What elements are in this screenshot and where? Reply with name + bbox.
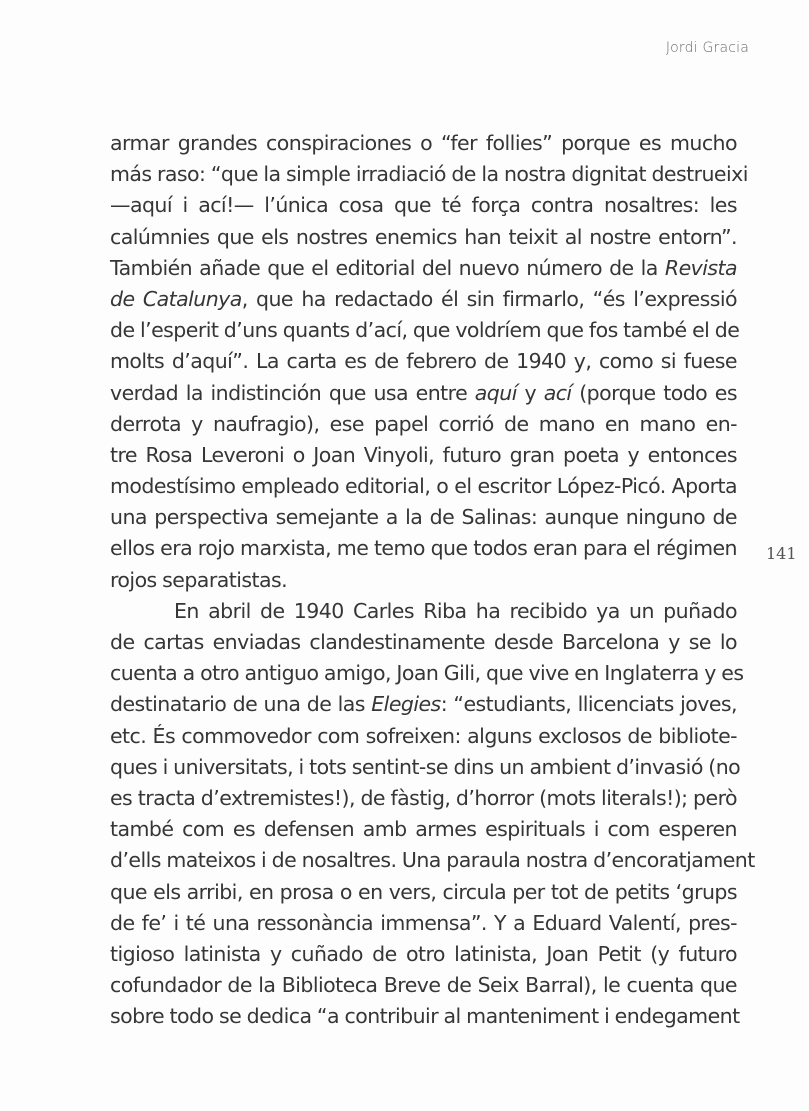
text-line: más raso: “que la simple irradiació de la nostra dignitat destrueixi: [110, 162, 748, 187]
text-run: y: [516, 380, 544, 405]
italic-title: Elegies: [371, 692, 441, 717]
paragraph-1: [110, 128, 748, 596]
text-run: (porque todo es: [571, 380, 737, 405]
text-line: ques i universitats, i tots sentint-se dins un ambient d’invasió (no: [110, 754, 741, 779]
text-line: cofundador de la Biblioteca Breve de Seix Barral), le cuenta que: [110, 973, 737, 998]
text-line: que els arribi, en prosa o en vers, circula per tot de petits ‘grups: [110, 879, 737, 904]
text-line: una perspectiva semejante a la de Salinas: aunque ninguno de: [110, 505, 737, 530]
text-line: armar grandes conspiraciones o “fer follies” porque es mucho: [110, 131, 737, 155]
text-line: d’ells mateixos i de nosaltres. Una paraula nostra d’encoratjament: [110, 848, 755, 873]
text-line: [110, 284, 737, 315]
text-line: [110, 689, 737, 720]
text-run: , que ha redactado él sin firmarlo, “és l’expressió: [241, 286, 737, 311]
text-line: tre Rosa Leveroni o Joan Vinyoli, futuro gran poeta y entonces: [110, 442, 737, 467]
text-line: calúmnies que els nostres enemics han teixit al nostre entorn”.: [110, 224, 737, 249]
italic-word: ací: [543, 380, 572, 405]
text-line: sobre todo se dedica “a contribuir al manteniment i endegament: [110, 1004, 740, 1029]
italic-title: Revista: [664, 255, 737, 280]
text-line: rojos separatistas.: [110, 567, 288, 592]
text-line: En abril de 1940 Carles Riba ha recibido ya un puñado: [174, 598, 737, 623]
running-head: Jordi Gracia: [665, 40, 749, 56]
text-run: : “estudiants, llicenciats joves,: [440, 692, 738, 717]
text-line: [110, 378, 737, 409]
text-run: También añade que el editorial del nuevo número de la: [110, 255, 665, 280]
text-line: ellos era rojo marxista, me temo que todos eran para el régimen: [110, 536, 737, 561]
text-line: modestísimo empleado editorial, o el escritor López-Picó. Aporta: [110, 474, 737, 499]
text-line: tigioso latinista y cuñado de otro latinista, Joan Petit (y futuro: [110, 941, 737, 966]
text-line: —aquí i ací!— l’única cosa que té força contra nosaltres: les: [110, 193, 737, 218]
text-line: de cartas enviadas clandestinamente desde Barcelona y se lo: [110, 630, 737, 654]
text-line: cuenta a otro antiguo amigo, Joan Gili, que vive en Inglaterra y es: [110, 661, 744, 686]
body-text: [110, 128, 755, 1032]
text-line: de l’esperit d’uns quants d’ací, que voldríem que fos també el de: [110, 318, 740, 343]
text-line: molts d’aquí”. La carta es de febrero de 1940 y, como si fuese: [110, 349, 737, 374]
text-run: verdad la indistinción que usa entre: [110, 380, 475, 405]
paragraph-2: [110, 596, 755, 1033]
text-line: etc. És commovedor com sofreixen: alguns exclosos de bibliote-: [110, 723, 737, 748]
text-line: [110, 253, 737, 284]
text-line: també com es defensen amb armes espirituals i com esperen: [110, 817, 737, 842]
text-run: destinatario de una de las: [110, 692, 372, 717]
italic-title: de Catalunya: [110, 286, 242, 311]
page-number: 141: [766, 544, 797, 563]
text-line: es tracta d’extremistes!), de fàstig, d’horror (mots literals!); però: [110, 785, 737, 810]
text-line: derrota y naufragio), ese papel corrió de mano en mano en-: [110, 411, 737, 436]
text-line: de fe’ i té una ressonància immensa”. Y a Eduard Valentí, pres-: [110, 910, 737, 935]
italic-word: aquí: [474, 380, 517, 405]
